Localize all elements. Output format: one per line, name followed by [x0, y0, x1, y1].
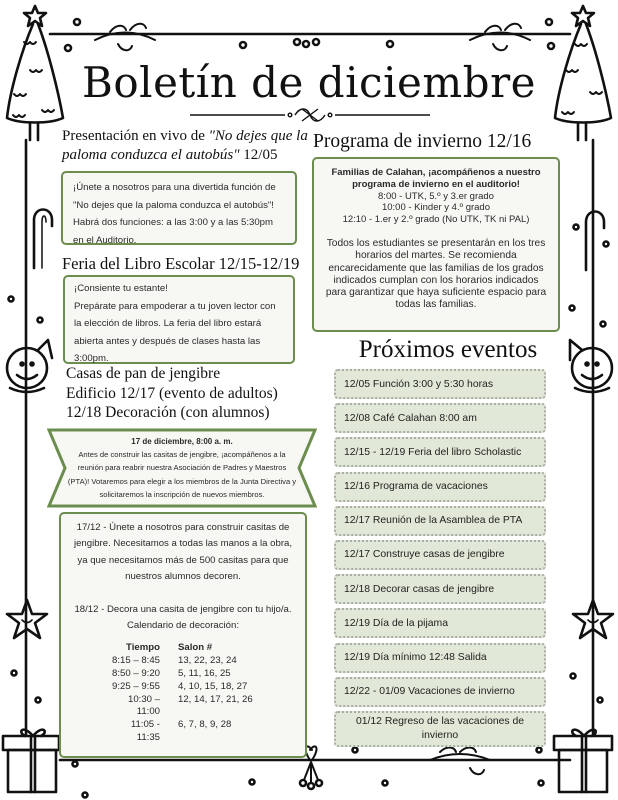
- decoration-schedule-table: [108, 642, 258, 744]
- event-item: 12/18 Decorar casas de jengibre: [334, 574, 546, 604]
- upcoming-events-heading: Próximos eventos: [358, 336, 538, 363]
- event-item: 12/19 Día mínimo 12:48 Salida: [334, 643, 546, 673]
- schedule-row: 10:30 – 11:00 12, 14, 17, 21, 26: [127, 693, 253, 718]
- title-flourish-divider: [190, 104, 430, 126]
- winter-program-time: 12:10 - 1.er y 2.º grado (No UTK, TK ni PAL): [342, 214, 530, 226]
- winter-program-time: 10:00 - Kinder y 4.º grado: [381, 202, 491, 214]
- event-item: 12/08 Café Calahan 8:00 am: [334, 403, 546, 433]
- event-item: 12/19 Día de la pijama: [334, 608, 546, 638]
- candy-cane-icon: [34, 210, 52, 269]
- decorate-houses-text: 18/12 - Decora una casita de jengibre con tu hijo/a. Calendario de decoración:: [74, 603, 292, 632]
- event-item: 12/17 Reunión de la Asamblea de PTA: [334, 506, 546, 536]
- schedule-row: 8:50 – 9:20 5, 11, 16, 25: [111, 668, 231, 680]
- schedule-row: 11:05 - 11:35 6, 7, 8, 9, 28: [130, 719, 232, 744]
- book-fair-body: Prepárate para empoderar a tu joven lector con la elección de libros. La feria del libro estará abierta antes y después de clases hasta las 3:00pm.: [74, 300, 276, 364]
- star-icon: [573, 600, 613, 638]
- snowman-icon: [7, 340, 52, 392]
- event-item: 12/16 Programa de vacaciones: [334, 472, 546, 502]
- star-icon: [7, 600, 47, 638]
- book-fair-tagline: ¡Consiente tu estante!: [74, 283, 168, 294]
- pta-meeting-banner: [47, 428, 317, 508]
- event-item: 12/17 Construye casas de jengibre: [334, 540, 546, 570]
- upcoming-events-list: [334, 369, 546, 751]
- winter-program-time: 8:00 - UTK, 5.º y 3.er grado: [378, 190, 494, 202]
- newsletter-title: Boletín de diciembre: [81, 58, 536, 107]
- winter-program-intro: Familias de Calahan, ¡acompáñenos a nuestro programa de invierno en el auditorio!: [331, 167, 541, 190]
- gift-box-icon: [554, 730, 612, 792]
- schedule-row: 9:25 – 9:55 4, 10, 15, 18, 27: [111, 680, 248, 692]
- book-fair-box: [63, 275, 295, 364]
- winter-program-box: [312, 157, 560, 332]
- gift-box-icon: [3, 730, 59, 792]
- event-item: 12/22 - 01/09 Vacaciones de invierno: [334, 677, 546, 707]
- book-fair-heading: Feria del Libro Escolar 12/15-12/19: [62, 254, 300, 273]
- event-item: 01/12 Regreso de las vacaciones de invierno: [334, 711, 546, 747]
- schedule-header-row: Tiempo Salon #: [126, 642, 213, 654]
- candy-cane-icon: [586, 212, 604, 271]
- live-show-box: [61, 171, 297, 245]
- live-show-heading: Presentación en vivo de "No dejes que la paloma conduzca el autobús" 12/05: [62, 128, 308, 163]
- winter-program-body: Todos los estudiantes se presentarán en los tres horarios del martes. Se recomienda encarecidamente que las familias de los grados indicados cumplan con los horarios indicados para garantizar que haya suficiente espacio para todas las familias.: [325, 237, 547, 311]
- event-item: 12/15 - 12/19 Feria del libro Scholastic: [334, 437, 546, 467]
- live-show-body: ¡Únete a nosotros para una divertida función de "No dejes que la paloma conduzca el autobús"! Habrá dos funciones: a las 3:00 y a las 5:30pm en el Auditorio.: [73, 182, 276, 246]
- event-item: 12/05 Función 3:00 y 5:30 horas: [334, 369, 546, 399]
- decoration-box: [59, 512, 307, 758]
- snowman-icon: [570, 340, 612, 392]
- build-houses-text: 17/12 - Únete a nosotros para construir casitas de jengibre. Necesitamos a todas las manos a la obra, ya que necesitamos más de 500 casitas para que nuestros alumnos decoren.: [73, 522, 293, 583]
- winter-program-heading: Programa de invierno 12/16: [313, 131, 532, 152]
- pta-meeting-body: Antes de construir las casitas de jengibre, ¡acompáñenos a la reunión para reabrir nuestra Asociación de Padres y Maestros (PTA)! Votaremos para elegir a los miembros de la Junta Directiva y solicitaremos la inscripción de nuevos miembros.: [67, 450, 297, 499]
- gingerbread-heading: Casas de pan de jengibre Edificio 12/17 (evento de adultos) 12/18 Decoración (con alumnos): [66, 365, 278, 421]
- pta-meeting-date: 17 de diciembre, 8:00 a. m.: [131, 437, 233, 446]
- schedule-row: 8:15 – 8:45 13, 22, 23, 24: [111, 655, 237, 667]
